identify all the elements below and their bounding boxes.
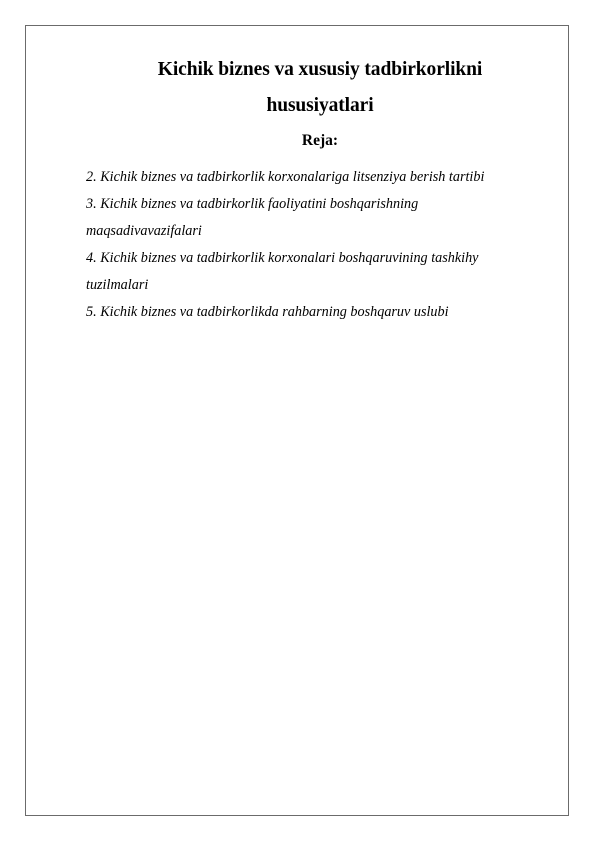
document-title-line-1: Kichik biznes va xususiy tadbirkorlikni [157,59,483,80]
plan-item-4: 4. Kichik biznes va tadbirkorlik korxonalari boshqaruvining tashkihy [86,250,479,266]
plan-item-5: 5. Kichik biznes va tadbirkorlikda rahbarning boshqaruv uslubi [86,304,449,320]
document-title-line-2: hususiyatlari [266,95,374,116]
plan-list [86,164,556,326]
plan-item-3-continuation: maqsadivavazifalari [86,223,202,239]
plan-item-2: 2. Kichik biznes va tadbirkorlik korxonalariga litsenziya berish tartibi [86,169,485,185]
plan-heading: Reja: [301,132,339,149]
plan-item-4-continuation: tuzilmalari [86,277,149,293]
plan-item-3: 3. Kichik biznes va tadbirkorlik faoliyatini boshqarishning [86,196,419,212]
